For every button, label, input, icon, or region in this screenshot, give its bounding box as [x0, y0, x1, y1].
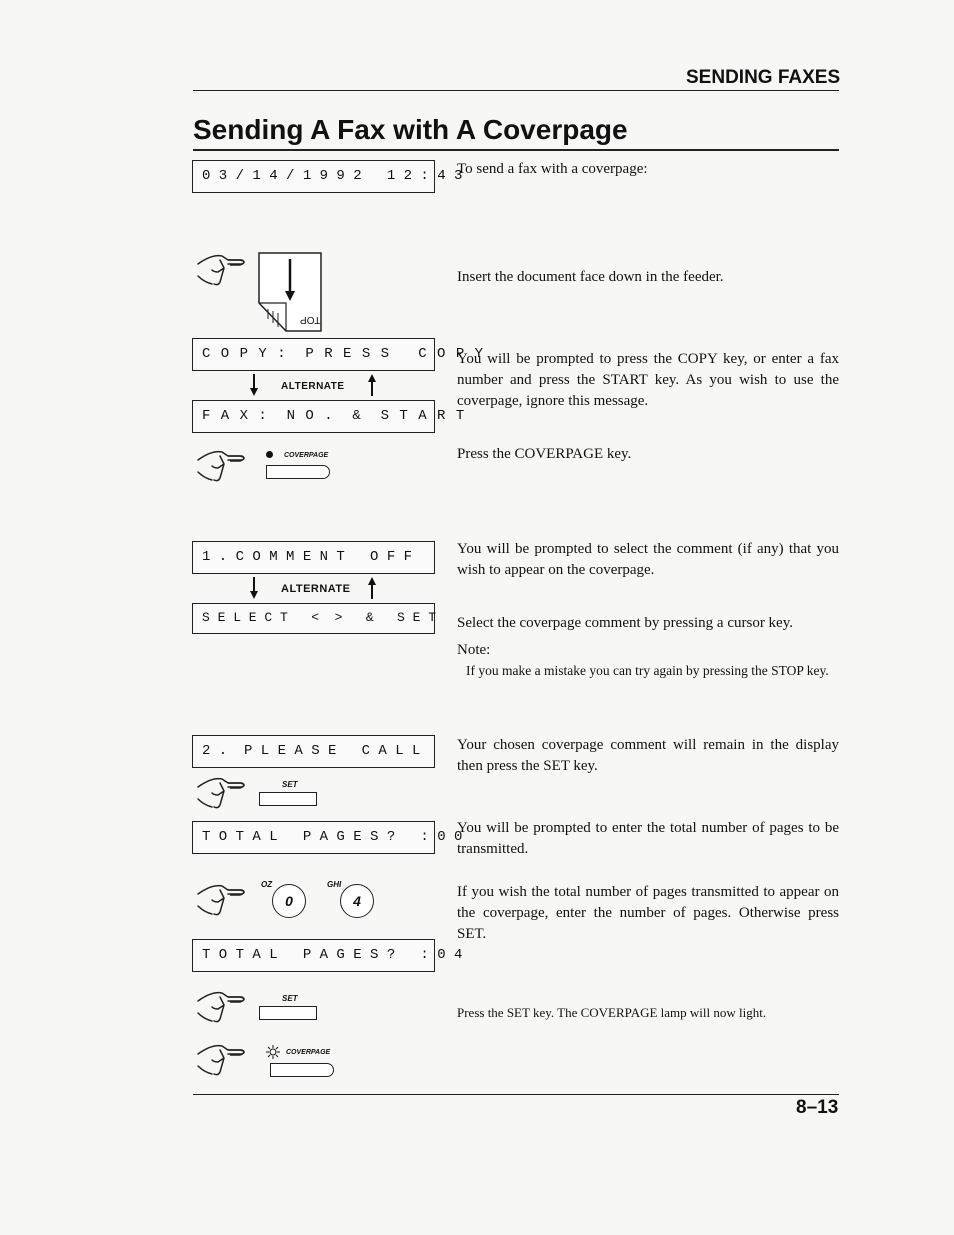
step-prompt-total: You will be prompted to enter the total number of pages to be transmitted. [457, 820, 839, 857]
step-prompt-copy: You will be prompted to press the COPY key, or enter a fax number and press the START key. As you wish to use the coverpage, ignore this message. [457, 351, 839, 409]
page-title: Sending A Fax with A Coverpage [193, 114, 628, 145]
step-select-comment: Select the coverpage comment by pressing a cursor key. [457, 615, 793, 631]
step-intro: To send a fax with a coverpage: [457, 161, 648, 177]
step-insert: Insert the document face down in the feeder. [457, 269, 724, 285]
arrow-down-icon [250, 374, 258, 396]
lcd-comment-off: 1 . C O M M E N T O F F [192, 541, 435, 574]
step-prompt-comment: You will be prompted to select the comment (if any) that you wish to appear on the coverpage. [457, 541, 839, 578]
set-key[interactable] [259, 792, 317, 806]
digit-4-key[interactable]: 4 [340, 884, 374, 918]
lcd-copy-press: C O P Y : P R E S S C O P Y [192, 338, 435, 371]
pointing-hand-icon [194, 446, 254, 486]
lcd-total-pages-00: T O T A L P A G E S ? : 0 0 [192, 821, 435, 854]
pointing-hand-icon [194, 773, 254, 813]
coverpage-key-label: COVERPAGE [286, 1049, 331, 1056]
digit-0-key[interactable]: 0 [272, 884, 306, 918]
coverpage-key-label: COVERPAGE [284, 452, 329, 459]
note-label: Note: [457, 642, 491, 658]
top-label: TOP [300, 314, 321, 325]
footer-rule [193, 1094, 839, 1095]
pointing-hand-icon [194, 250, 254, 290]
coverpage-key[interactable] [270, 1063, 334, 1077]
set-key-label: SET [282, 780, 298, 789]
lcd-date-time: 0 3 / 1 4 / 1 9 9 2 1 2 : 4 3 [192, 160, 435, 193]
set-key-label: SET [282, 994, 298, 1003]
lamp-on-icon [266, 1045, 280, 1059]
arrow-up-icon [368, 374, 376, 396]
page-number: 8–13 [796, 1097, 839, 1118]
led-dot-icon [266, 451, 273, 458]
pointing-hand-icon [194, 880, 254, 920]
lcd-please-call: 2 . P L E A S E C A L L [192, 735, 435, 768]
key-oz-label: OZ [261, 880, 273, 889]
step-press-set: Press the SET key. The COVERPAGE lamp will now light. [457, 1005, 767, 1020]
lcd-fax-start: F A X : N O . & S T A R T [192, 400, 435, 433]
lcd-select-set: S E L E C T < > & S E T [192, 603, 435, 634]
set-key[interactable] [259, 1006, 317, 1020]
arrow-down-icon [250, 577, 258, 599]
title-rule [193, 149, 839, 151]
step-press-coverpage: Press the COVERPAGE key. [457, 446, 632, 462]
coverpage-key[interactable] [266, 465, 330, 479]
arrow-up-icon [368, 577, 376, 599]
pointing-hand-icon [194, 1040, 254, 1080]
note-text: If you make a mistake you can try again by pressing the STOP key. [466, 663, 829, 678]
alternate-label: ALTERNATE [281, 381, 345, 392]
step-enter-pages: If you wish the total number of pages transmitted to appear on the coverpage, enter the number of pages. Otherwise press SET. [457, 884, 839, 942]
section-header: SENDING FAXES [686, 67, 841, 88]
lcd-total-pages-04: T O T A L P A G E S ? : 0 4 [192, 939, 435, 972]
alternate-label: ALTERNATE [281, 583, 351, 595]
pointing-hand-icon [194, 987, 254, 1027]
header-rule [193, 90, 839, 91]
step-comment-remain: Your chosen coverpage comment will remain in the display then press the SET key. [457, 737, 839, 774]
key-ghi-label: GHI [327, 880, 342, 889]
